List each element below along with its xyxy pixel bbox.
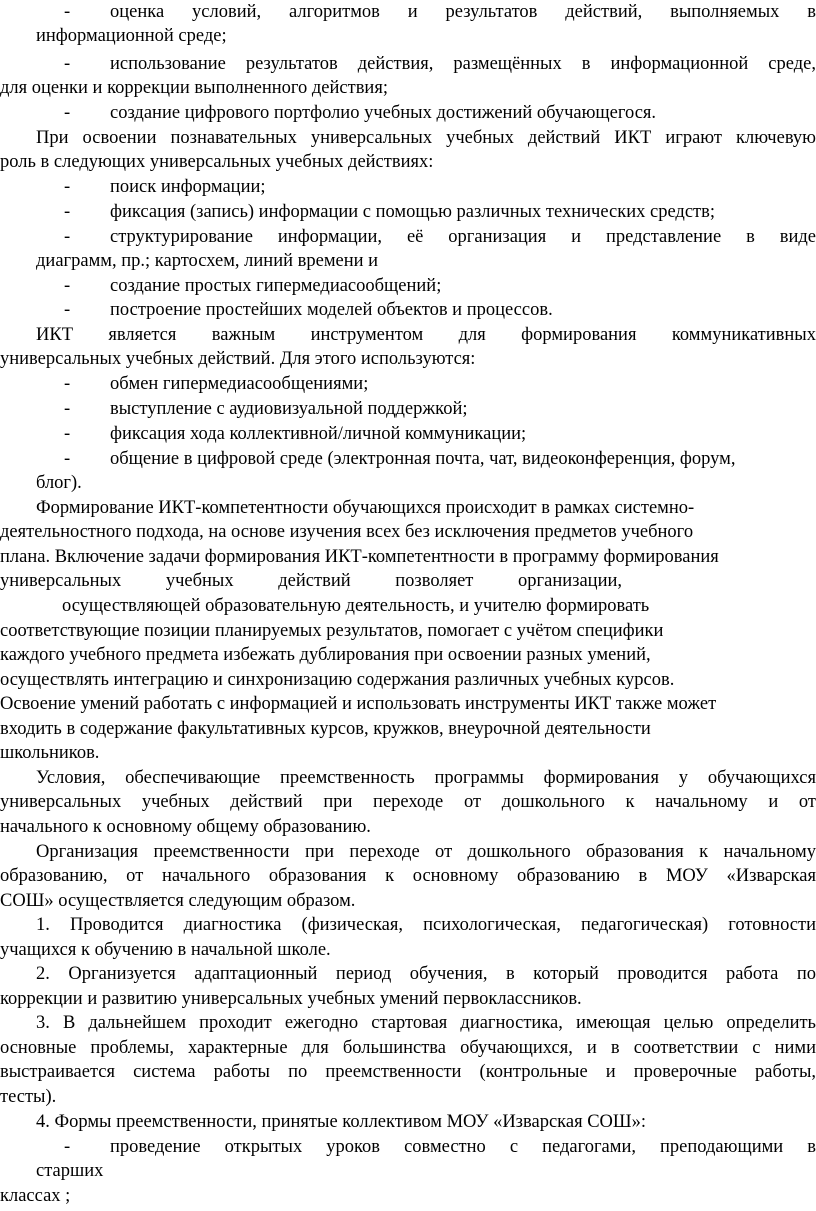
bullet-item — [64, 0, 816, 24]
text-line: Организация преемственности при переходе от дошкольного образования к начальному — [36, 842, 816, 862]
text-line: Условия, обеспечивающие преемственность программы формирования у обучающихся — [36, 768, 816, 788]
text-line: тесты). — [0, 1087, 57, 1107]
text-line: создание простых гипермедиасообщений; — [110, 276, 442, 296]
text-line: оценка условий, алгоритмов и результатов действий, выполняемых в — [110, 2, 816, 22]
dash-marker: - — [64, 374, 71, 394]
bullet-item — [64, 447, 816, 471]
dash-marker: - — [64, 177, 71, 197]
text-line: образованию, от начального образования к основному образованию в МОУ «Изварская — [0, 866, 816, 886]
text-line: блог). — [36, 473, 82, 493]
text-line: ИКТ является важным инструментом для формирования коммуникативных — [36, 325, 816, 345]
numbered-item: 3. В дальнейшем проходит ежегодно стартовая диагностика, имеющая целью определить — [36, 1013, 816, 1033]
text-line: использование результатов действия, размещённых в информационной среде, — [110, 54, 816, 74]
bullet-item — [64, 1135, 816, 1159]
text-line: соответствующие позиции планируемых результатов, помогает с учётом специфики — [0, 621, 664, 641]
text-line: проведение открытых уроков совместно с педагогами, преподающими в — [110, 1137, 816, 1157]
text-line: структурирование информации, её организация и представление в виде — [110, 227, 816, 247]
text-line: роль в следующих универсальных учебных действиях: — [0, 152, 434, 172]
dash-marker: - — [64, 1137, 71, 1157]
numbered-item: 2. Организуется адаптационный период обучения, в который проводится работа по — [36, 964, 816, 984]
text-line: каждого учебного предмета избежать дублирования при освоении разных умений, — [0, 645, 651, 665]
text-line: для оценки и коррекции выполненного действия; — [0, 78, 388, 98]
text-line: начального к основному общему образованию. — [0, 817, 371, 837]
text-line: СОШ» осуществляется следующим образом. — [0, 891, 356, 911]
text-line: плана. Включение задачи формирования ИКТ-компетентности в программу формирования — [0, 547, 719, 567]
text-line: входить в содержание факультативных курсов, кружков, внеурочной деятельности — [0, 719, 651, 739]
bullet-item — [64, 372, 816, 396]
text-line: учащихся к обучению в начальной школе. — [0, 940, 331, 960]
text-line: диаграмм, пр.; картосхем, линий времени и — [36, 251, 379, 271]
text-line: При освоении познавательных универсальных учебных действий ИКТ играют ключевую — [36, 128, 816, 148]
bullet-item — [64, 422, 816, 446]
numbered-item: 4. Формы преемственности, принятые коллективом МОУ «Изварская СОШ»: — [36, 1112, 646, 1132]
text-line: обмен гипермедиасообщениями; — [110, 374, 369, 394]
text-line: основные проблемы, характерные для большинства обучающихся, и в соответствии с ними — [0, 1038, 816, 1058]
text-line: Освоение умений работать с информацией и использовать инструменты ИКТ также может — [0, 694, 717, 714]
dash-marker: - — [64, 54, 71, 74]
bullet-item — [64, 225, 816, 249]
text-line: Формирование ИКТ-компетентности обучающихся происходит в рамках системно- — [36, 498, 695, 518]
text-line: поиск информации; — [110, 177, 266, 197]
text-line: выступление с аудиовизуальной поддержкой; — [110, 399, 468, 419]
text-line: универсальных учебных действий при переходе от дошкольного к начальному и от — [0, 792, 816, 812]
text-line: классах ; — [0, 1186, 71, 1206]
bullet-item — [64, 175, 816, 199]
dash-marker: - — [64, 399, 71, 419]
dash-marker: - — [64, 449, 71, 469]
dash-marker: - — [64, 103, 71, 123]
text-line: создание цифрового портфолио учебных достижений обучающегося. — [110, 103, 657, 123]
text-line: информационной среде; — [36, 26, 227, 46]
text-line: деятельностного подхода, на основе изучения всех без исключения предметов учебного — [0, 522, 694, 542]
text-line: школьников. — [0, 743, 100, 763]
text-line: выстраивается система работы по преемственности (контрольные и проверочные работы, — [0, 1062, 816, 1082]
text-line: старших — [36, 1161, 104, 1181]
dash-marker: - — [64, 2, 71, 22]
numbered-item: 1. Проводится диагностика (физическая, психологическая, педагогическая) готовности — [36, 915, 816, 935]
text-line: универсальных учебных действий позволяет организации, — [0, 571, 622, 591]
text-line: коррекции и развитию универсальных учебных умений первоклассников. — [0, 989, 582, 1009]
bullet-item — [64, 101, 816, 125]
text-line: универсальных учебных действий. Для этого используются: — [0, 349, 476, 369]
text-line: осуществляющей образовательную деятельность, и учителю формировать — [62, 596, 650, 616]
bullet-item — [64, 200, 816, 224]
dash-marker: - — [64, 424, 71, 444]
bullet-item — [64, 274, 816, 298]
bullet-item — [64, 397, 816, 421]
bullet-item — [64, 298, 816, 322]
dash-marker: - — [64, 276, 71, 296]
text-line: построение простейших моделей объектов и процессов. — [110, 300, 553, 320]
bullet-item — [64, 52, 816, 76]
dash-marker: - — [64, 227, 71, 247]
text-line: общение в цифровой среде (электронная почта, чат, видеоконференция, форум, — [110, 449, 736, 469]
text-line: фиксация (запись) информации с помощью различных технических средств; — [110, 202, 715, 222]
text-line: осуществлять интеграцию и синхронизацию содержания различных учебных курсов. — [0, 670, 675, 690]
dash-marker: - — [64, 202, 71, 222]
text-line: фиксация хода коллективной/личной коммуникации; — [110, 424, 527, 444]
dash-marker: - — [64, 300, 71, 320]
